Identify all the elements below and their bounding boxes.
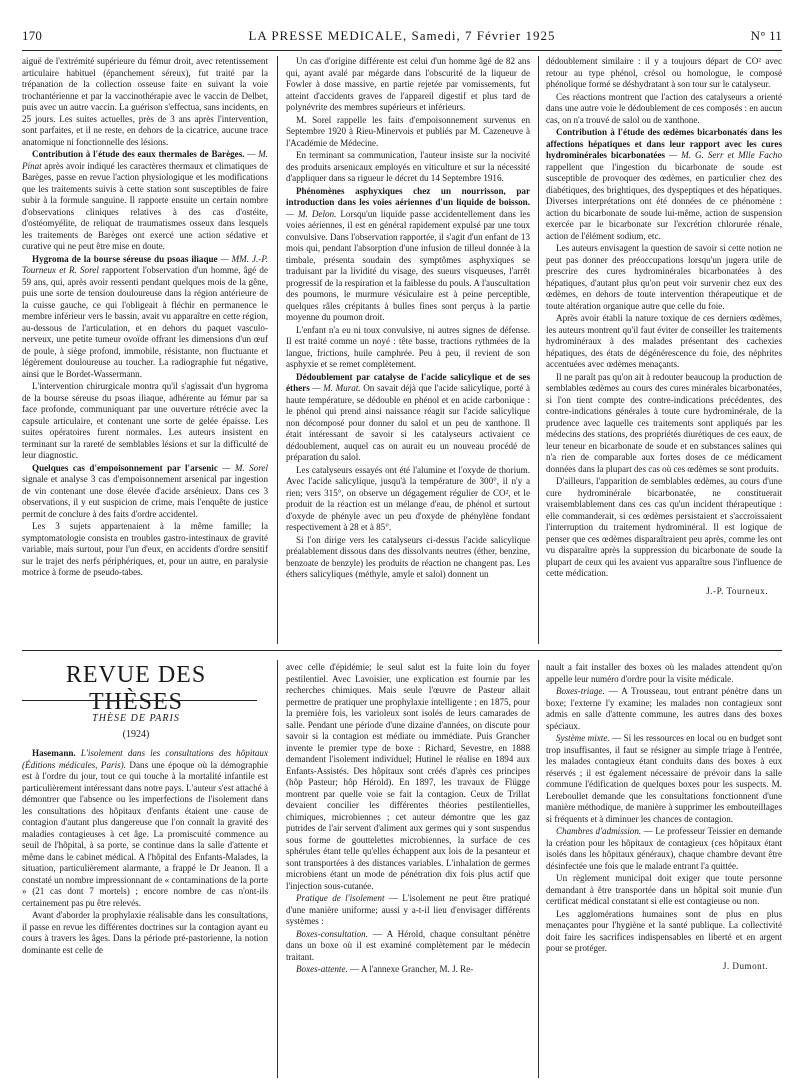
subheading: Système mixte.: [556, 733, 610, 743]
article-title: Hygroma de la bourse séreuse du psoas iliaque: [32, 253, 218, 264]
article-author: — MM. J.-P. Tourneux et R. Sorel: [22, 253, 268, 275]
paragraph: M. Sorel rappelle les faits d'empoisonnement survenus en Septembre 1920 à Rieu-Minervois et publiés par M. Cazeneuve à l'Académie de Médecine.: [286, 114, 530, 148]
article-paragraph: [546, 826, 782, 872]
article-author: — M. G. Serr et Mlle Facho: [669, 150, 782, 160]
subheading: Boxes-attente.: [296, 964, 348, 974]
bottom-column-3: [546, 662, 782, 1078]
page-header: [22, 28, 782, 50]
article-paragraph: [286, 186, 530, 324]
section-title-rule: [22, 700, 257, 701]
paragraph: Un règlement municipal doit exiger que toute personne demandant à être transportée dans un hôpital soit munie d'un certificat médical constatant si elle est contagieuse ou non.: [546, 873, 782, 906]
header-rule: [22, 50, 782, 51]
paragraph: En terminant sa communication, l'auteur insiste sur la nocivité des produits arsenicaux employés en viticulture et sur la nécessité d'appliquer dans sa rigueur le décret du 14 Septembre 1916.: [286, 150, 530, 183]
paragraph: Les 3 sujets appartenaient à la même famille; la symptomatologie consista en troubles gastro-intestinaux de gravité variable, mais surtout, pour l'un d'eux, en accidents d'ordre sensitif sur le trajet des nerfs périphériques, et, pour un autre, en paralysie motrice à forme de pseudo-tabes.: [22, 521, 268, 577]
paragraph: Les auteurs envisagent la question de savoir si cette notion ne peut pas donner des préoccupations lorsqu'un jugera utile de prescrire des cures hydrominérales bicarbonatées à des hépatiques, d'autant plus qu'on peut voir survenir chez eux des œdèmes, en dehors de toute intervention thérapeutique et de toute altération organique autre que celle du foie.: [546, 243, 782, 311]
issue-number: N° 11: [750, 28, 782, 43]
subheading: Boxes-triage.: [556, 686, 605, 696]
column-divider: [277, 56, 278, 644]
article-text: signale et analyse 3 cas d'empoisonnement arsenical par ingestion de vin contenant une dose élevée d'acide arsénieux. Dans ces 3 observations, il y eut suspicion de crime, mais l'enquête de justice permit de conclure à des faits d'ordre accidentel.: [22, 474, 268, 519]
article-paragraph: [286, 372, 530, 464]
paragraph: nault a fait installer des boxes où les malades attendent qu'on appelle leur numéro d'ordre pour la visite médicale.: [546, 662, 782, 684]
article-text: — Si les ressources en local ou en budget sont trop insuffisantes, il faut se résigner au simple triage à l'entrée, les malades contagieux étant conduits dans des boxes à eux réservés ; il est également nécessaire de prévoir dans la salle commune l'édification de quelques boxes pour les suspects. M. Lereboullet demande que les consultations fonctionnent d'une manière méthodique, de manière à supprimer les embouteillages si fréquents et à diminuer les chances de contagion.: [546, 733, 782, 824]
article-text: Dans une époque où la démographie est à l'ordre du jour, tout ce qui touche à la mortalité infantile est particulièrement intéressant dans notre pays. L'auteur s'est attaché à démontrer que l'absence ou les imperfections de l'isolement dans les consultations des hôpitaux d'enfants étaient une cause de contagion d'autant plus dangereuse que l'on connaît la gravité des maladies contagieuses à cet âge. La promiscuité commence au seuil de l'hôpital, à sa porte, se continue dans la salle d'attente et même dans le cabinet médical. A l'hôpital des Enfants-Malades, la situation, particulièrement alarmante, a frappé le Dr Jeanon. Il a constaté un nombre impressionnant de « contaminations de la porte » (21 cas dont 7 mortels) ; encore nombre de cas n'ont-ils certainement pas pu être relevés.: [22, 759, 268, 908]
article-title: Dédoublement par catalyse de l'acide salicylique et de ses éthers: [286, 371, 530, 393]
paragraph: D'ailleurs, l'apparition de semblables œdèmes, au cours d'une cure hydrominérale bicarbonatée, ne constituerait vraisemblablement dans ces cas qu'un incident thérapeutique : elle commanderait, si ces œdèmes persistaient et s'accroissaient l'interruption du traitement hydrominéral. Il est logique de penser que ces œdèmes disparaîtraient peu après, comme les ont vu disparaître après la suppression du bicarbonate de soude la plupart de ceux qui les avaient vus apparaître sous l'influence de cette médication.: [546, 476, 782, 578]
article-author: — M. Murat.: [312, 383, 361, 393]
article-paragraph: [546, 127, 782, 242]
paragraph: dédoublement similaire : il y a toujours départ de CO² avec retour au type phénol, crésol ou homologue, le composé phénolique formé se déshydratant à son tour sur le catalyseur.: [546, 56, 782, 89]
paragraph: Un cas d'origine différente est celui d'un homme âgé de 82 ans qui, ayant avalé par mégarde dans l'obscurité de la liqueur de Fowler à dose massive, en partie rejetée par vomissements, fut atteint d'accidents graves de l'appareil digestif et plus tard de polynévrite des membres supérieurs et inférieurs.: [286, 56, 530, 112]
article-author: — M. Delon.: [286, 208, 337, 219]
bottom-column-2: [286, 662, 530, 1078]
article-paragraph: [546, 733, 782, 825]
article-text: — A l'annexe Grancher, M. J. Re-: [350, 964, 474, 974]
article-paragraph: [286, 929, 530, 964]
article-title: Contribution à l'étude des œdèmes bicarbonatés dans les affections hépatiques et dans leur rapport avec les cures hydrominérales bicarbonatées: [546, 127, 782, 160]
paragraph: Il ne paraît pas qu'on ait à redouter beaucoup la production de semblables œdèmes au cours des cures minérales bicarbonatées, si l'on tient compte des contre-indications précédentes, des contre-indications générales à toute cure hydrominérale, de la prudence avec laquelle ces traitements sont appliqués par les médecins des stations, des propriétés diurétiques de ces eaux, de leur teneur en bicarbonate de soude et en substances salines qui n'a rien de comparable aux fortes doses de ce médicament données dans la plupart des cas où ces œdèmes se sont produits.: [546, 371, 782, 474]
bottom-column-1: [22, 748, 268, 1078]
subheading: Boxes-consultation.: [296, 928, 368, 939]
thesis-author: Hasemann.: [32, 748, 76, 758]
journal-title: LA PRESSE MEDICALE, Samedi, 7 Février 1925: [248, 28, 556, 43]
article-text: après avoir indiqué les caractères thermaux et climatiques de Barèges, passe en revue l'action physiologique et les modifications que les traitements suivis à cette station sont susceptibles de faire subir à la formule sanguine. Il rapporte ensuite un certain nombre d'observations cliniques relatives à des cas d'ostéite, d'ostéomyélite, de reliquat de traumatismes osseux dans lesquels les traitements de Barèges ont exercé une action sédative et curative qui ne peut être mise en doute.: [22, 160, 268, 251]
article-paragraph: [286, 893, 530, 928]
paragraph: Les catalyseurs essayés ont été l'alumine et l'oxyde de thorium. Avec l'acide salicylique, jusqu'à la température de 300°, il n'y a rien; vers 315°, on observe un dégagement régulier de CO², et le produit de la réaction est un mélange d'eau, de phénol et surtout d'oxyde de phényle avec un peu d'oxyde de phénylène fondant respectivement à 28 et à 85°.: [286, 464, 530, 532]
article-paragraph: [286, 964, 530, 976]
signature: J.-P. Tourneux.: [706, 585, 768, 596]
subheading: Pratique de l'isolement: [296, 893, 385, 903]
article-author: — M. Sorel: [222, 462, 268, 473]
article-text: — Le professeur Teissier en demande la création pour les hôpitaux de contagieux (ces hôpitaux étant isolés dans les hôpitaux généraux), chaque chambre devant être désinfectée une fois que le malade entrant l'a quittée.: [546, 826, 782, 871]
thesis-title: L'isolement dans les consultations des hôpitaux: [80, 748, 268, 758]
top-column-3: [546, 56, 782, 644]
paragraph: Avant d'aborder la prophylaxie réalisable dans les consultations, il passe en revue les différentes doctrines sur la contagion ayant eu cours à travers les âges. Dans la période pré-pastorienne, la notion dominante est celle de: [22, 910, 268, 955]
thesis-publisher: (Éditions médicales, Paris).: [22, 759, 126, 770]
article-text: rappellent que l'ingestion du bicarbonate de soude est susceptible de provoquer des œdèmes, en particulier chez des diabétiques, des brightiques, des dyspeptiques et des hépatiques. Diverses interprétations ont été données de ce phénomène : action du bicarbonate de soude lui-même, action de suspension exercée par le bicarbonate sur l'excrétion chlorurée rénale, action de l'élément sodium, etc.: [546, 161, 782, 241]
paragraph: L'enfant n'a eu ni toux convulsive, ni autres signes de défense. Il est traité comme un noyé : tête basse, tractions rythmées de la langue, frictions, huile camphrée. Peu à peu, il revient de son asphyxie et se remet complètement.: [286, 324, 530, 369]
article-paragraph: [22, 149, 268, 253]
section-title: REVUE DES THÈSES: [65, 662, 207, 715]
article-text: rapportent l'observation d'un homme, âgé de 59 ans, qui, après avoir ressenti pendant quelques mois de la gêne, puis une sorte de tension douloureuse dans la région antérieure de la cuisse gauche, ce qui l'obligeait à fléchir en permanence le membre inférieur vers le bassin, avait vu apparaître en cette région, au-dessous de l'articulation, et en dehors du paquet vasculo-nerveux, une petite tumeur ovoïde offrant les dimensions d'un œuf de poule, à siège profond, immobile, résistante, non fluctuante et légèrement douloureuse au toucher. La radiographie fut négative, ainsi que le Bordet-Wassermann.: [22, 265, 268, 379]
article-text: On savait déjà que l'acide salicylique, porté à haute température, se dédouble en phénol et en acide carbonique : le phénol qui prend ainsi naissance réagit sur l'acide salicylique non décomposé pour donner du salol et un peu de xanthone. Il était intéressant de savoir si les catalyseurs activaient ce dédoublement, auquel cas on aurait eu un nouveau procédé de préparation du salol.: [286, 383, 530, 462]
column-divider: [538, 660, 539, 1078]
article-text: — A Trousseau, tout entrant pénètre dans un boxe; l'externe l'y examine; les malades non contagieux sont admis en salle d'attente commune, les autres dans des boxes spéciaux.: [546, 686, 782, 731]
paragraph: aiguë de l'extrémité supérieure du fémur droit, avec retentissement articulaire habituel (épanchement séreux), fut traité par la trépanation de la collection osseuse faite en suivant la voie trochantérienne et par la vaccinothérapie avec le vaccin de Delbet, puis avec un autre vaccin. La guérison s'effectua, sans incidents, en 25 jours. Les suites actuelles, près de 3 ans après l'intervention, sont parfaites, et il ne reste, en dehors de la cicatrice, aucune trace anatomique ni fonctionnelle des lésions.: [22, 56, 268, 147]
article-paragraph: [22, 254, 268, 381]
page-number: 170: [22, 28, 43, 43]
paragraph: Si l'on dirige vers les catalyseurs ci-dessus l'acide salicylique préalablement dissous dans des dissolvants neutres (éther, benzine, benzoate de benzyle) les produits de réaction ne changent pas. Les éthers salicyliques (méthyle, amyle et salol) donnent un: [286, 534, 530, 579]
paragraph: Après avoir établi la nature toxique de ces derniers œdèmes, les auteurs montrent qu'il faut éviter de conseiller les traitements hydrominéraux à des malades présentant des cachexies hépatiques, des états de dégénérescence du foie, des néphrites accentuées avec œdèmes menaçants.: [546, 313, 782, 369]
article-title: Phénomènes asphyxiques chez un nourrisson, par introduction dans les voies aériennes d'un liquide de boisson.: [286, 185, 530, 207]
top-column-2: [286, 56, 530, 644]
column-divider: [538, 56, 539, 644]
article-author: — M. Pinat: [22, 149, 268, 171]
signature: J. Dumont.: [722, 960, 768, 971]
paragraph: Ces réactions montrent que l'action des catalyseurs a orienté dans une autre voie le dédoublement de ces composés : en aucun cas, on n'a trouvé de salol ou de xanthone.: [546, 91, 782, 125]
article-text: — L'isolement ne peut être pratiqué d'une manière uniforme; aussi y a-t-il lieu d'envisager différents systèmes :: [286, 893, 530, 926]
top-column-1: [22, 56, 268, 644]
paragraph: avec celle d'épidémie; le seul salut est la fuite loin du foyer pestilentiel. Avec Lavoisier, une explication est fournie par les recherches chimiques. Mais seule l'œuvre de Pasteur allait permettre de pratiquer une prophylaxie intelligente ; en 1875, pour la première fois, les varioleux sont isolés de leurs camarades de salle. Pendant une période d'une dizaine d'années, on discute pour savoir si la contagion est médiate ou immédiate. Puis Grancher invente le premier type de boxe : Richard, Sevestre, en 1888 demandent l'isolement individuel; Hutinel le réalise en 1894 aux Enfants-Assistés. Des hôpitaux sont créés d'après ces principes (hôp Pasteur; hôp Hérold). En 1897, les travaux de Flügge montrent par quelle voie se fait la contagion. Ceux de Trillat devaient concilier les différentes théories pestilentielles, chimiques, microbiennes ; cet auteur démontre que les gaz putrides de l'air servent d'aliment aux germes qui y sont suspendus sous forme de gouttelettes microbiennes, la surface de ces sphérules étant telle qu'elles échappent aux lois de la pesanteur et sont transportées à des distances variables. L'inhalation de germes microbiens étant un mode de pénétration dix fois plus actif que l'injection sous-cutanée.: [286, 662, 530, 891]
article-title: Contribution à l'étude des eaux thermales de Barèges.: [32, 149, 245, 159]
section-rule: [22, 650, 782, 651]
article-paragraph: [22, 748, 268, 909]
paragraph: L'intervention chirurgicale montra qu'il s'agissait d'un hygroma de la bourse séreuse du psoas iliaque, adhérente au fémur par sa face profonde, communiquant par une ouverture rétrécie avec la capsule articulaire, et contenant une sorte de gelée épaisse. Les suites opératoires furent normales. Les auteurs insistent en terminant sur la rareté de semblables lésions et sur la difficulté de leur diagnostic.: [22, 381, 268, 460]
article-text: Lorsqu'un liquide passe accidentellement dans les voies aériennes, il est en général rapidement expulsé par une toux convulsive. Dans l'observation rapportée, il s'agit d'un enfant de 13 mois qui, pendant l'absorption d'une infusion de tilleul donnée à la timbale, présenta soudain des symptômes asphyxiques se traduisant par la lividité du visage, des sueurs visqueuses, l'arrêt progressif de la respiration et la faiblesse du pouls. A l'auscultation des poumons, le murmure vésiculaire est à peine perceptible, quelques râles crépitants à bulles fines sont perçus à la partie moyenne du poumon droit.: [286, 208, 530, 322]
section-subtitle: THÈSE DE PARIS: [92, 713, 180, 724]
subheading: Chambres d'admission.: [556, 826, 642, 836]
article-text: — A Hérold, chaque consultant pénètre dans un boxe où il est examiné complètement par le médecin traitant.: [286, 928, 530, 962]
section-year: (1924): [122, 729, 150, 740]
column-divider: [277, 660, 278, 1078]
article-title: Quelques cas d'empoisonnement par l'arsenic: [32, 462, 218, 473]
article-paragraph: [546, 686, 782, 732]
paragraph: Les agglomérations humaines sont de plus en plus menaçantes pour l'hygiène et la santé publique. La collectivité doit faire les sacrifices indispensables en liberté et en argent pour se protéger.: [546, 908, 782, 953]
article-paragraph: [22, 463, 268, 521]
